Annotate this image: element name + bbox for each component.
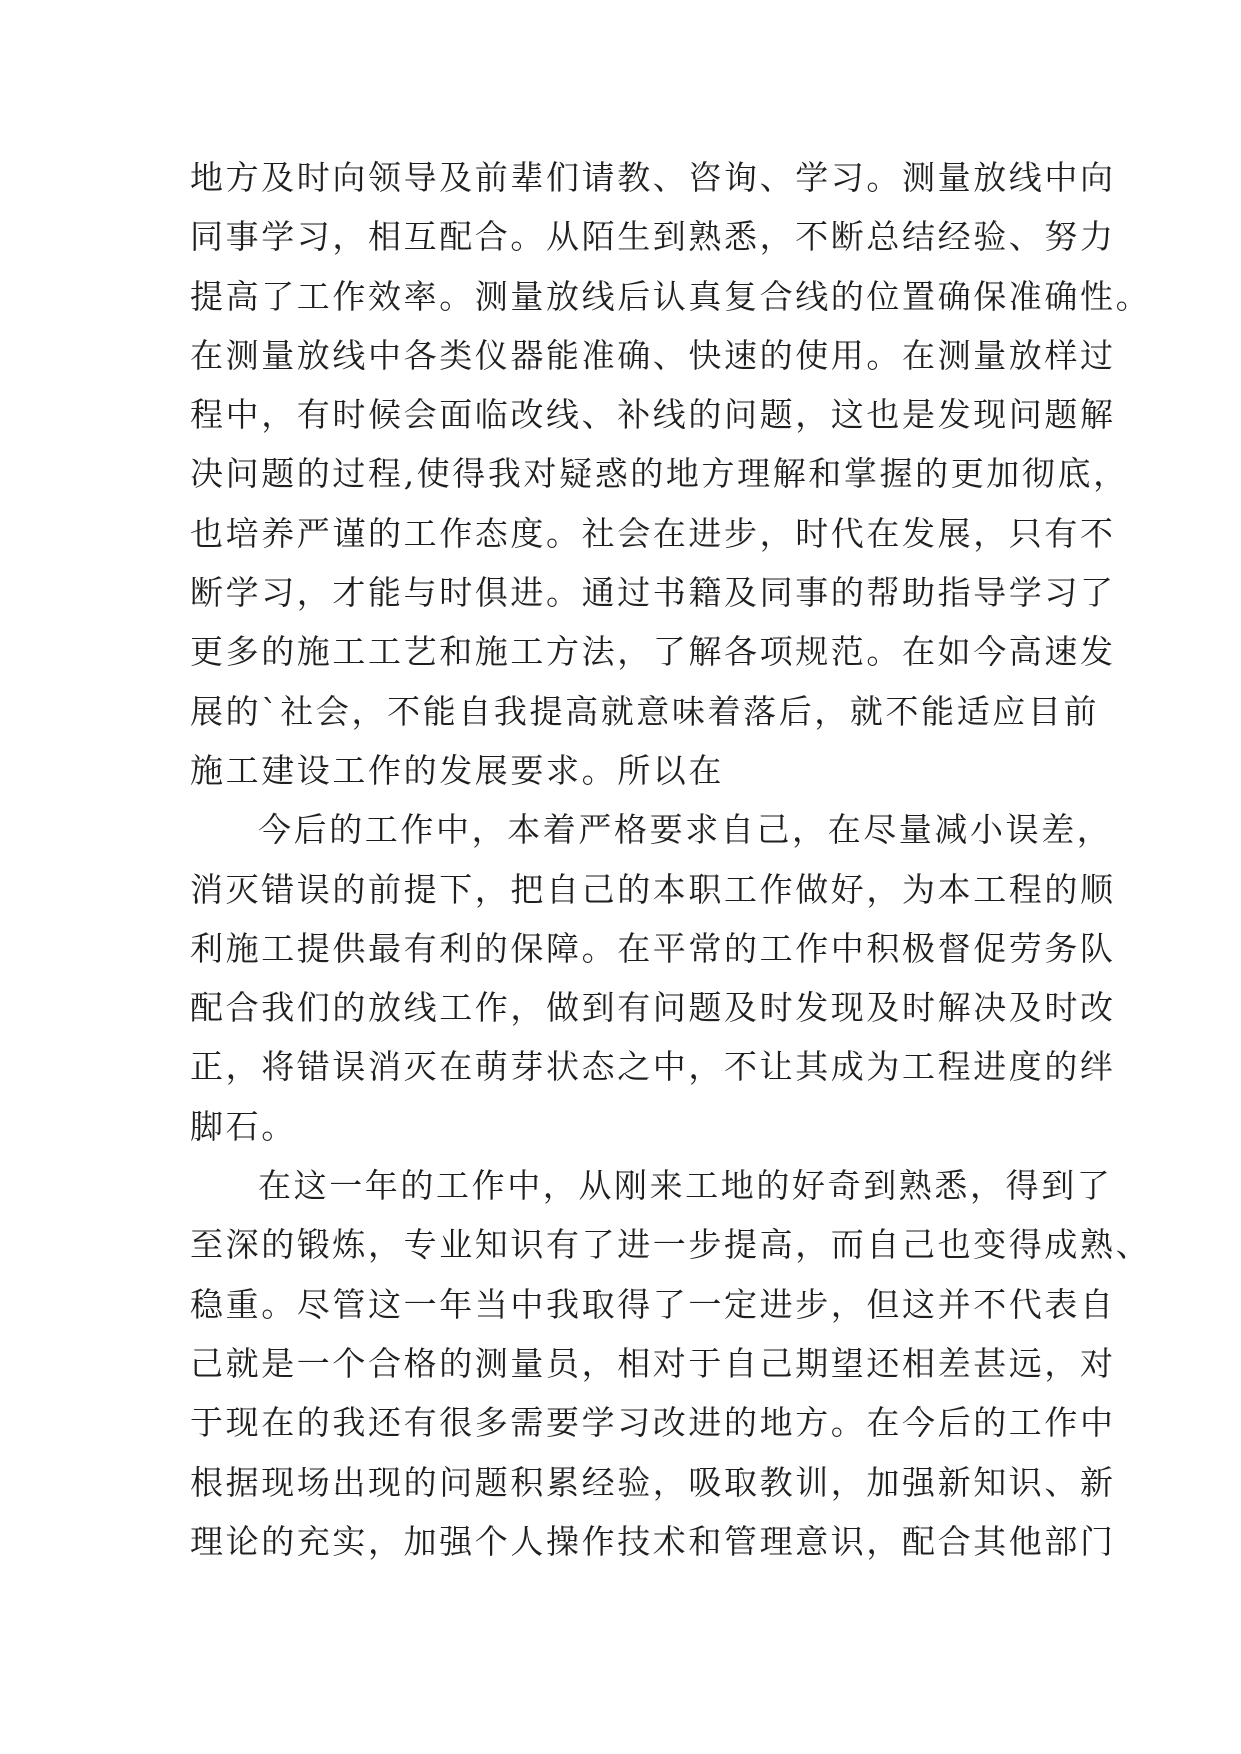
text-line: 展的`社会，不能自我提高就意味着落后，就不能适应目前 <box>190 691 1100 731</box>
text-line: 程中，有时候会面临改线、补线的问题，这也是发现问题解 <box>190 395 1116 435</box>
text-line: 消灭错误的前提下，把自己的本职工作做好，为本工程的顺 <box>190 869 1116 909</box>
text-line: 于现在的我还有很多需要学习改进的地方。在今后的工作中 <box>190 1403 1116 1443</box>
text-line: 也培养严谨的工作态度。社会在进步，时代在发展，只有不 <box>190 513 1116 553</box>
text-line: 决问题的过程,使得我对疑惑的地方理解和掌握的更加彻底， <box>190 454 1129 494</box>
text-line: 同事学习，相互配合。从陌生到熟悉，不断总结经验、努力 <box>190 217 1116 257</box>
text-line: 根据现场出现的问题积累经验，吸取教训，加强新知识、新 <box>190 1462 1116 1502</box>
text-line: 在测量放线中各类仪器能准确、快速的使用。在测量放样过 <box>190 335 1116 375</box>
text-line: 脚石。 <box>190 1106 297 1146</box>
paragraph-start-line: 今后的工作中，本着严格要求自己，在尽量减小误差， <box>258 810 1113 850</box>
text-line: 地方及时向领导及前辈们请教、咨询、学习。测量放线中向 <box>190 158 1116 197</box>
document-body <box>190 148 1152 1571</box>
text-line: 理论的充实，加强个人操作技术和管理意识，配合其他部门 <box>190 1521 1116 1561</box>
text-line: 配合我们的放线工作，做到有问题及时发现及时解决及时改 <box>190 988 1116 1028</box>
text-line: 施工建设工作的发展要求。所以在 <box>190 750 724 790</box>
text-line: 稳重。尽管这一年当中我取得了一定进步，但这并不代表自 <box>190 1284 1116 1324</box>
text-line: 更多的施工工艺和施工方法，了解各项规范。在如今高速发 <box>190 632 1116 672</box>
text-line: 利施工提供最有利的保障。在平常的工作中积极督促劳务队 <box>190 928 1116 968</box>
text-line: 提高了工作效率。测量放线后认真复合线的位置确保准确性。 <box>190 276 1152 316</box>
text-line: 己就是一个合格的测量员，相对于自己期望还相差甚远，对 <box>190 1343 1116 1383</box>
text-line: 断学习，才能与时俱进。通过书籍及同事的帮助指导学习了 <box>190 573 1116 613</box>
text-line: 至深的锻炼，专业知识有了进一步提高，而自己也变得成熟、 <box>190 1225 1152 1265</box>
paragraph-start-line: 在这一年的工作中，从刚来工地的好奇到熟悉，得到了 <box>258 1166 1113 1206</box>
text-line: 正，将错误消灭在萌芽状态之中，不让其成为工程进度的绊 <box>190 1047 1116 1087</box>
